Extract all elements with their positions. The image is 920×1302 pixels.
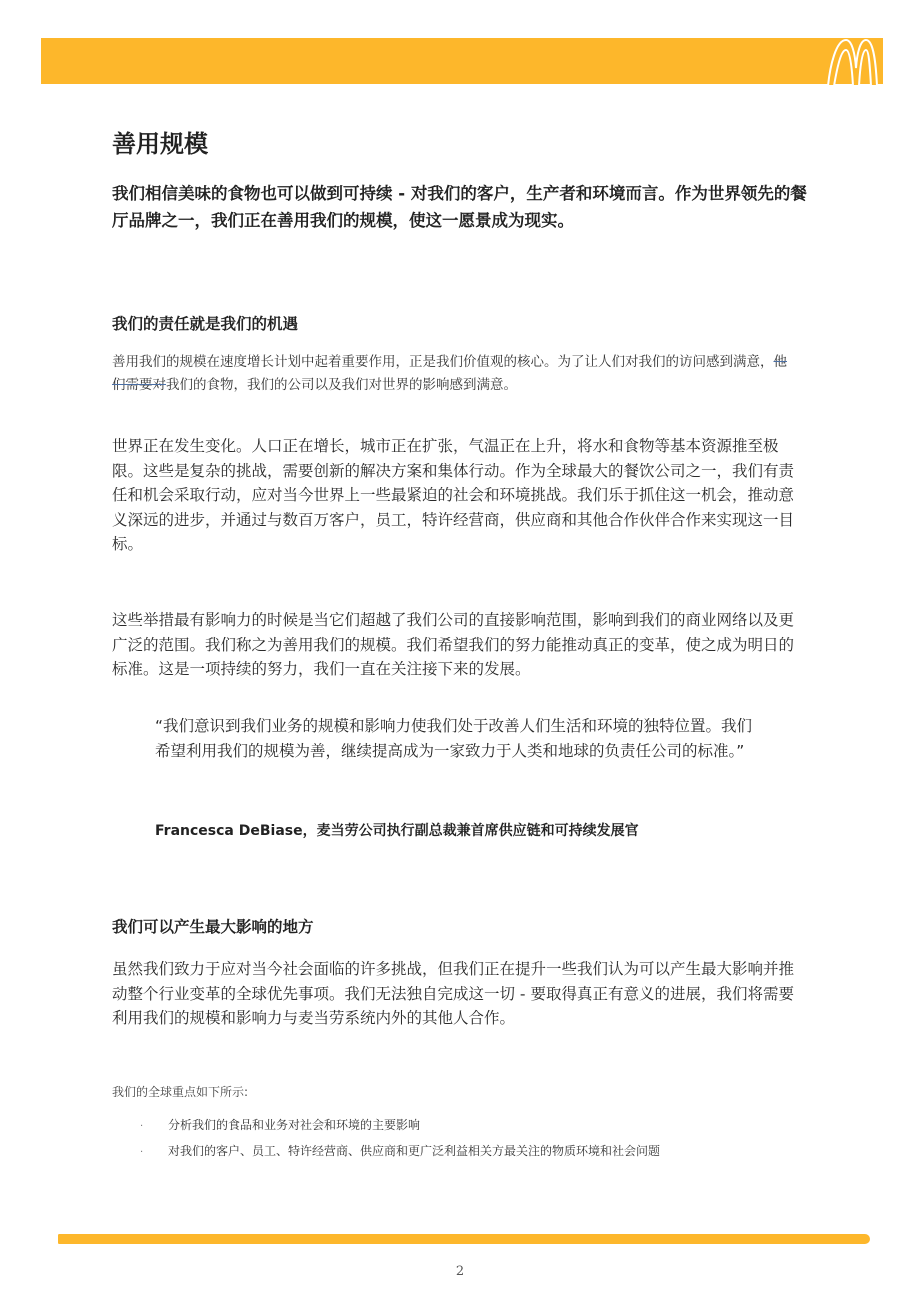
list-item-text: 分析我们的食品和业务对社会和环境的主要影响 (168, 1118, 421, 1132)
focus-list (140, 1116, 660, 1168)
small-text-end: 我们的食物，我们的公司以及我们对世界的影响感到满意。 (166, 377, 517, 393)
section-heading-impact: 我们可以产生最大影响的地方 (112, 918, 314, 936)
section-heading-responsibility: 我们的责任就是我们的机遇 (112, 315, 299, 333)
golden-arches-logo (824, 38, 878, 86)
list-item-text: 对我们的客户、员工、特许经营商、供应商和更广泛利益相关方最关注的物质环境和社会问题 (168, 1144, 661, 1158)
bullet-icon: · (140, 1147, 144, 1158)
list-item (140, 1116, 660, 1142)
body-paragraph-priorities: 虽然我们致力于应对当今社会面临的许多挑战，但我们正在提升一些我们认为可以产生最大影响并推动整个行业变革的全球优先事项。我们无法独自完成这一切 - 要取得真正有意义的进展，我们将需要利用我们的规模和影响力与麦当劳系统内外的其他人合作。 (112, 960, 795, 1027)
header-band (41, 38, 883, 84)
intro-paragraph: 我们相信美味的食物也可以做到可持续 - 对我们的客户，生产者和环境而言。作为世界领先的餐厅品牌之一，我们正在善用我们的规模，使这一愿景成为现实。 (112, 184, 807, 230)
quote-attribution: Francesca DeBiase，麦当劳公司执行副总裁兼首席供应链和可持续发展官 (155, 823, 639, 839)
bullet-icon: · (140, 1121, 144, 1132)
body-paragraph-scale-for-good: 这些举措最有影响力的时候是当它们超越了我们公司的直接影响范围，影响到我们的商业网络以及更广泛的范围。我们称之为善用我们的规模。我们希望我们的努力能推动真正的变革，使之成为明日的标准。这是一项持续的努力，我们一直在关注接下来的发展。 (112, 611, 795, 678)
quote-block: “我们意识到我们业务的规模和影响力使我们处于改善人们生活和环境的独特位置。我们希望利用我们的规模为善，继续提高成为一家致力于人类和地球的负责任公司的标准。” (155, 717, 753, 760)
body-paragraph-world-changing: 世界正在发生变化。人口正在增长，城市正在扩张，气温正在上升，将水和食物等基本资源推至极限。这些是复杂的挑战，需要创新的解决方案和集体行动。作为全球最大的餐饮公司之一，我们有责任和机会采取行动，应对当今世界上一些最紧迫的社会和环境挑战。我们乐于抓住这一机会，推动意义深远的进步，并通过与数百万客户，员工，特许经营商，供应商和其他合作伙伴合作来实现这一目标。 (112, 437, 795, 553)
page-number: 2 (455, 1264, 465, 1279)
small-text-start: 善用我们的规模在速度增长计划中起着重要作用，正是我们价值观的核心。为了让人们对我们的访问感到满意， (112, 354, 774, 370)
list-item (140, 1142, 660, 1168)
footer-band (58, 1234, 870, 1244)
global-focus-label: 我们的全球重点如下所示: (112, 1085, 249, 1099)
small-paragraph (112, 351, 792, 397)
page-title: 善用规模 (112, 130, 208, 158)
struck-text: 他们需要对 (112, 354, 787, 393)
